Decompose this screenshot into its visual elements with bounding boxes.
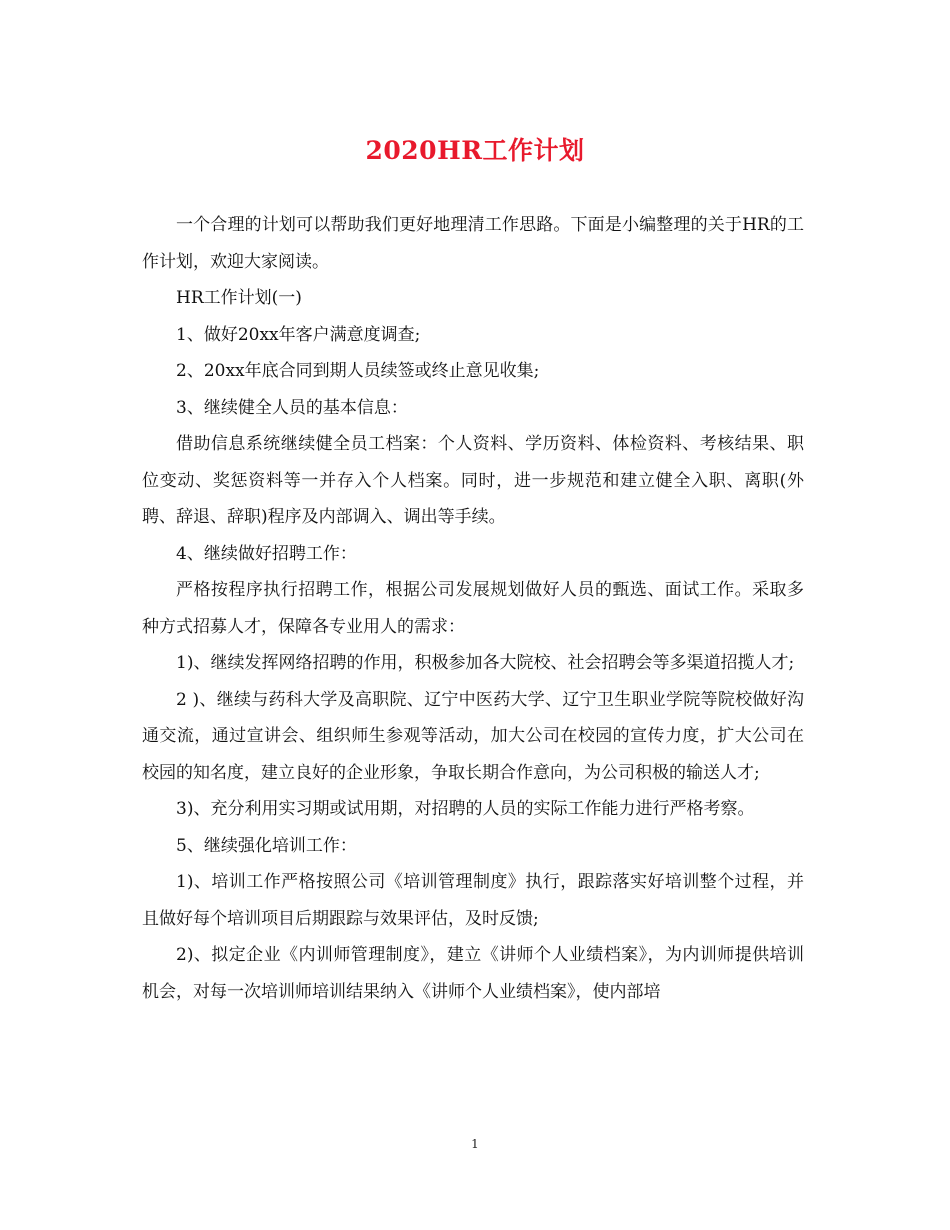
list-item: 2、20xx年底合同到期人员续签或终止意见收集; — [176, 361, 540, 381]
sub-list-item: 1)、继续发挥网络招聘的作用，积极参加各大院校、社会招聘会等多渠道招揽人才; — [176, 653, 795, 673]
sub-list-item: 2 )、继续与药科大学及高职院、辽宁中医药大学、辽宁卫生职业学院等院校做好沟通交流，通过宣讲会、组织师生参观等活动，加大公司在校园的宣传力度，扩大公司在校园的知名度，建立良好的企业形象，争取长期合作意向，为公司积极的输送人才; — [142, 689, 804, 783]
sub-list-item: 2)、拟定企业《内训师管理制度》，建立《讲师个人业绩档案》，为内训师提供培训机会，对每一次培训师培训结果纳入《讲师个人业绩档案》，使内部培 — [142, 945, 804, 1002]
sub-list-item: 3)、充分利用实习期或试用期，对招聘的人员的实际工作能力进行严格考察。 — [176, 799, 755, 819]
list-item: 1、做好20xx年客户满意度调查; — [176, 324, 421, 345]
page-number: 1 — [471, 1137, 479, 1151]
paragraph: 严格按程序执行招聘工作，根据公司发展规划做好人员的甄选、面试工作。采取多种方式招募人才，保障各专业用人的需求： — [142, 580, 804, 637]
paragraph-intro: 一个合理的计划可以帮助我们更好地理清工作思路。下面是小编整理的关于HR的工作计划，欢迎大家阅读。 — [142, 215, 804, 272]
paragraph: 借助信息系统继续健全员工档案：个人资料、学历资料、体检资料、考核结果、职位变动、奖惩资料等一并存入个人档案。同时，进一步规范和建立健全入职、离职(外聘、辞退、辞职)程序及内部调入、调出等手续。 — [142, 434, 804, 527]
list-item: 3、继续健全人员的基本信息： — [176, 397, 408, 418]
sub-list-item: 1)、培训工作严格按照公司《培训管理制度》执行，跟踪落实好培训整个过程，并且做好每个培训项目后期跟踪与效果评估，及时反馈; — [142, 872, 804, 929]
document-body — [142, 207, 804, 1010]
document-title: 2020HR工作计划 — [365, 136, 585, 165]
section-heading-plan-1: HR工作计划(一) — [176, 288, 302, 308]
list-item: 4、继续做好招聘工作： — [176, 543, 357, 564]
list-item: 5、继续强化培训工作： — [176, 835, 357, 856]
